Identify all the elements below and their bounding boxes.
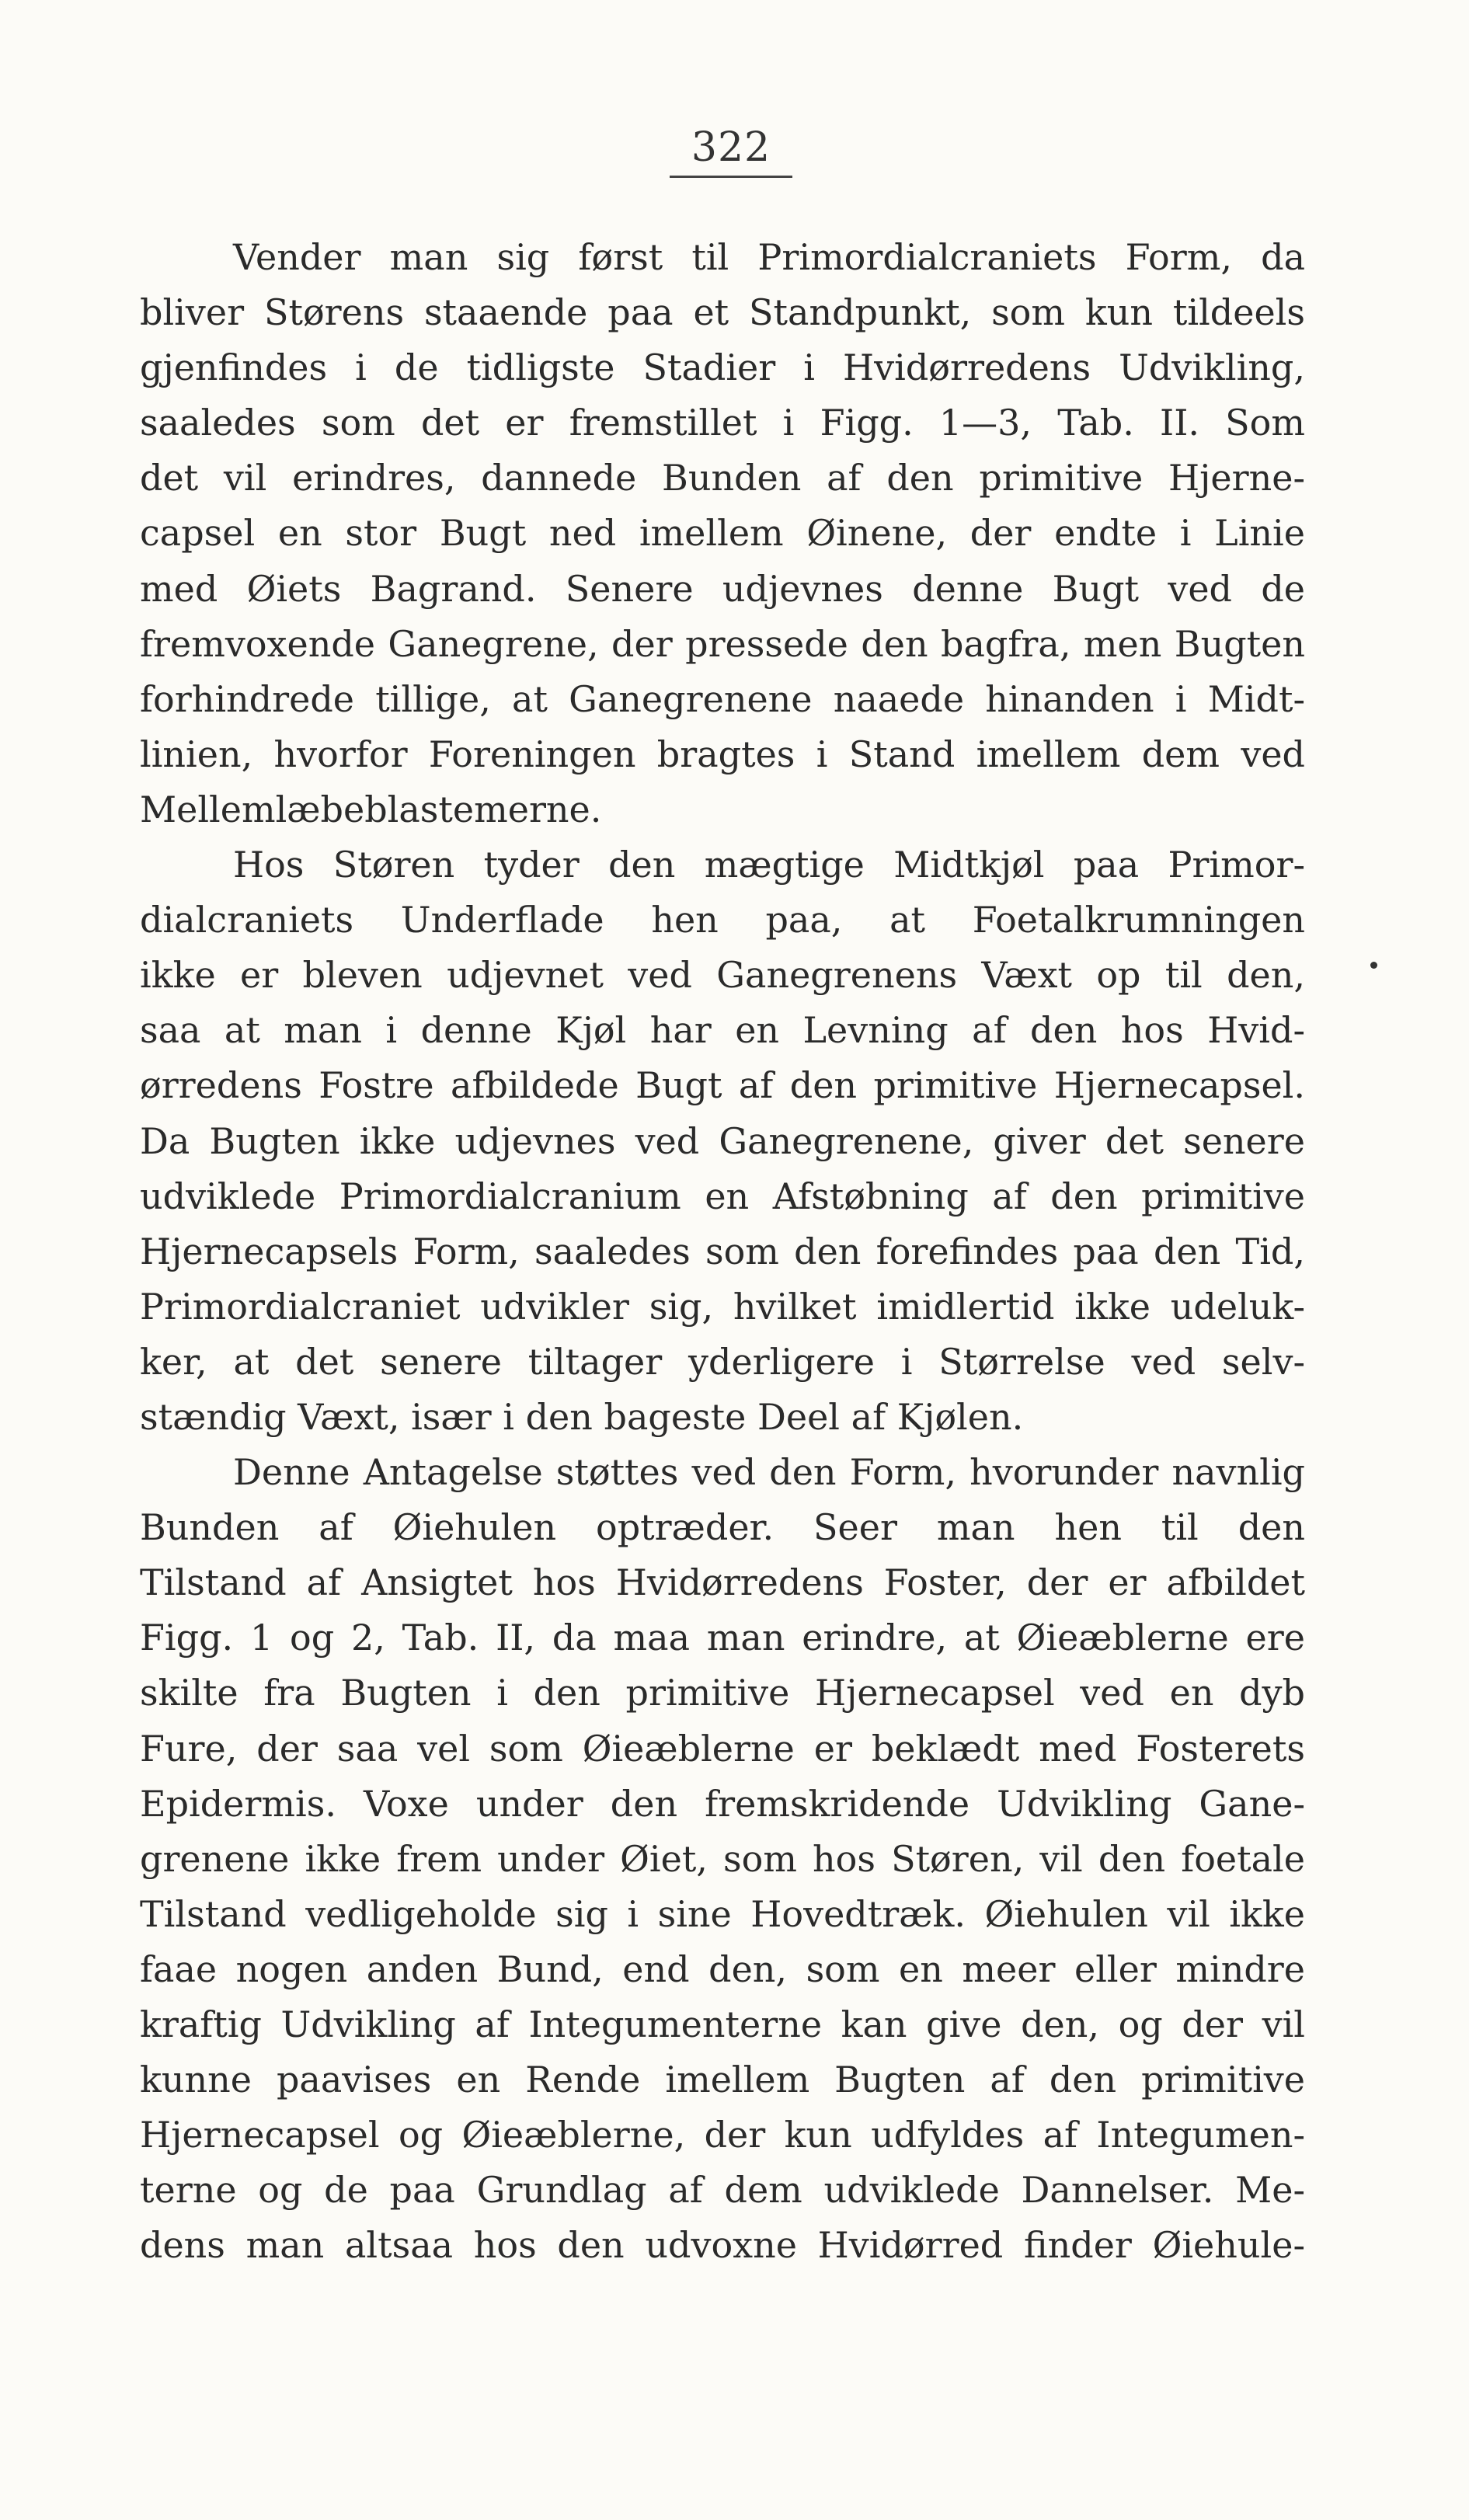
text-line: Mellemlæbeblastemerne.	[140, 788, 602, 830]
text-line: dialcraniets Underflade hen paa, at Foetalkrumningen	[140, 899, 1305, 942]
text-line: det vil erindres, dannede Bunden af den primitive Hjerne-	[140, 457, 1305, 499]
text-line: grenene ikke frem under Øiet, som hos Støren, vil den foetale	[140, 1837, 1305, 1880]
text-line: Tilstand af Ansigtet hos Hvidørredens Foster, der er afbildet	[140, 1561, 1305, 1604]
text-line: Figg. 1 og 2, Tab. II, da maa man erindre, at Øieæblerne ere	[140, 1617, 1305, 1659]
text-line: skilte fra Bugten i den primitive Hjernecapsel ved en dyb	[140, 1672, 1305, 1714]
page-number-underline	[670, 176, 792, 178]
text-line: saaledes som det er fremstillet i Figg. 1—3, Tab. II. Som	[140, 402, 1305, 444]
text-line: ørredens Fostre afbildede Bugt af den primitive Hjernecapsel.	[140, 1064, 1305, 1107]
text-line: dens man altsaa hos den udvoxne Hvidørred finder Øiehule-	[140, 2224, 1305, 2267]
text-line: Hjernecapsel og Øieæblerne, der kun udfyldes af Integumen-	[140, 2114, 1305, 2156]
text-line: Tilstand vedligeholde sig i sine Hovedtræk. Øiehulen vil ikke	[140, 1892, 1305, 1935]
text-line: med Øiets Bagrand. Senere udjevnes denne Bugt ved de	[140, 567, 1305, 610]
page-number: 322	[691, 124, 771, 171]
text-line: stændig Væxt, især i den bageste Deel af Kjølen.	[140, 1395, 1024, 1438]
body-text	[140, 230, 1305, 2273]
text-line: Da Bugten ikke udjevnes ved Ganegrenene, giver det senere	[140, 1119, 1305, 1162]
text-line: saa at man i denne Kjøl har en Levning af den hos Hvid-	[140, 1009, 1305, 1052]
text-line: linien, hvorfor Foreningen bragtes i Stand imellem dem ved	[140, 733, 1305, 775]
text-line: ikke er bleven udjevnet ved Ganegrenens Væxt op til den,	[140, 954, 1305, 997]
text-line: fremvoxende Ganegrene, der pressede den bagfra, men Bugten	[140, 622, 1305, 665]
text-line: faae nogen anden Bund, end den, som en meer eller mindre	[140, 1947, 1305, 1990]
text-line: Bunden af Øiehulen optræder. Seer man hen til den	[140, 1506, 1305, 1549]
margin-mark	[1370, 962, 1377, 969]
text-line: bliver Størens staaende paa et Standpunkt, som kun tildeels	[140, 291, 1305, 334]
text-line: Hos Støren tyder den mægtige Midtkjøl paa Primor-	[233, 844, 1305, 886]
text-line: ker, at det senere tiltager yderligere i Størrelse ved selv-	[140, 1340, 1305, 1383]
text-line: gjenfindes i de tidligste Stadier i Hvidørredens Udvikling,	[140, 346, 1305, 389]
text-line: kunne paavises en Rende imellem Bugten af den primitive	[140, 2059, 1305, 2101]
text-line: Fure, der saa vel som Øieæblerne er beklædt med Fosterets	[140, 1727, 1305, 1770]
text-line: udviklede Primordialcranium en Afstøbning af den primitive	[140, 1175, 1305, 1217]
text-line: terne og de paa Grundlag af dem udviklede Dannelser. Me-	[140, 2169, 1305, 2212]
text-line: Denne Antagelse støttes ved den Form, hvorunder navnlig	[233, 1451, 1305, 1494]
text-line: capsel en stor Bugt ned imellem Øinene, der endte i Linie	[140, 512, 1305, 555]
text-line: Vender man sig først til Primordialcraniets Form, da	[233, 236, 1305, 278]
text-line: forhindrede tillige, at Ganegrenene naaede hinanden i Midt-	[140, 677, 1305, 720]
text-line: Epidermis. Voxe under den fremskridende Udvikling Gane-	[140, 1782, 1305, 1825]
text-line: Primordialcraniet udvikler sig, hvilket imidlertid ikke udeluk-	[140, 1285, 1305, 1328]
text-line: Hjernecapsels Form, saaledes som den forefindes paa den Tid,	[140, 1230, 1305, 1272]
text-line: kraftig Udvikling af Integumenterne kan give den, og der vil	[140, 2003, 1305, 2045]
